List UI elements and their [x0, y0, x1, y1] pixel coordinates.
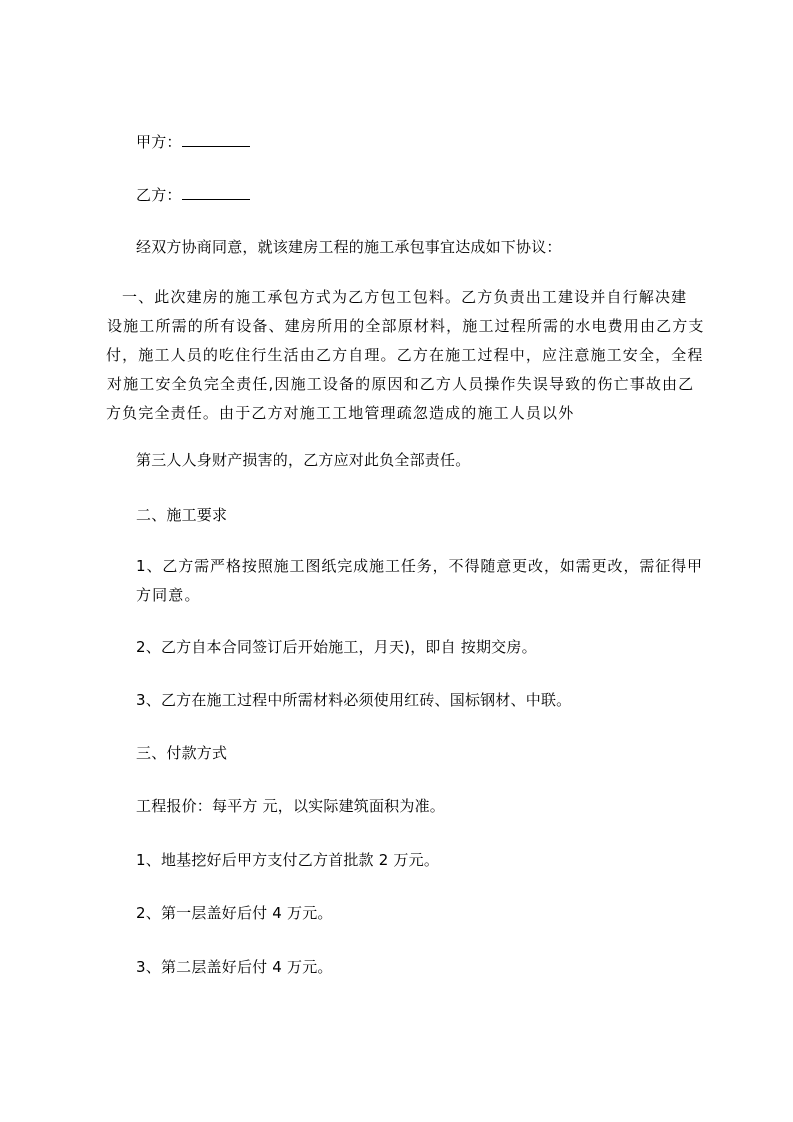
section1-line: 付，施工人员的吃住行生活由乙方自理。乙方在施工过程中，应注意施工安全，全程	[106, 346, 704, 364]
section2-item1-line: 1、乙方需严格按照施工图纸完成施工任务，不得随意更改，如需更改，需征得甲	[136, 557, 703, 575]
section1-paragraph	[106, 283, 706, 428]
section3-quote: 工程报价：每平方 元，以实际建筑面积为准。	[136, 797, 445, 815]
section2-item1-line: 方同意。	[136, 586, 201, 604]
party-a-line	[136, 132, 250, 152]
section1-line: 方负完全责任。由于乙方对施工工地管理疏忽造成的施工人员以外	[106, 404, 575, 422]
intro-text: 经双方协商同意，就该建房工程的施工承包事宜达成如下协议：	[136, 238, 562, 256]
section1-line: 设施工所需的所有设备、建房所用的全部原材料，施工过程所需的水电费用由乙方支	[107, 317, 705, 335]
party-a-blank	[182, 132, 250, 147]
party-b-blank	[182, 185, 250, 200]
section3-payment-1: 1、地基挖好后甲方支付乙方首批款 2 万元。	[136, 851, 440, 869]
section2-item1	[136, 552, 703, 610]
section3-heading: 三、付款方式	[136, 744, 228, 762]
section3-payment-3: 3、第二层盖好后付 4 万元。	[136, 958, 333, 976]
section2-item2: 2、乙方自本合同签订后开始施工，月天)，即自 按期交房。	[136, 638, 537, 656]
section1-line: 一、此次建房的施工承包方式为乙方包工包料。乙方负责出工建设并自行解决建	[122, 288, 688, 306]
party-a-label: 甲方：	[136, 133, 182, 151]
party-b-label: 乙方：	[136, 186, 182, 204]
party-b-line	[136, 185, 250, 205]
section3-payment-2: 2、第一层盖好后付 4 万元。	[136, 904, 333, 922]
section2-item3: 3、乙方在施工过程中所需材料必须使用红砖、国标钢材、中联。	[136, 691, 572, 709]
section1-line: 对施工安全负完全责任,因施工设备的原因和乙方人员操作失误导致的伤亡事故由乙	[107, 375, 695, 393]
section2-heading: 二、施工要求	[136, 506, 228, 524]
section1-continuation: 第三人人身财产损害的，乙方应对此负全部责任。	[136, 451, 471, 469]
